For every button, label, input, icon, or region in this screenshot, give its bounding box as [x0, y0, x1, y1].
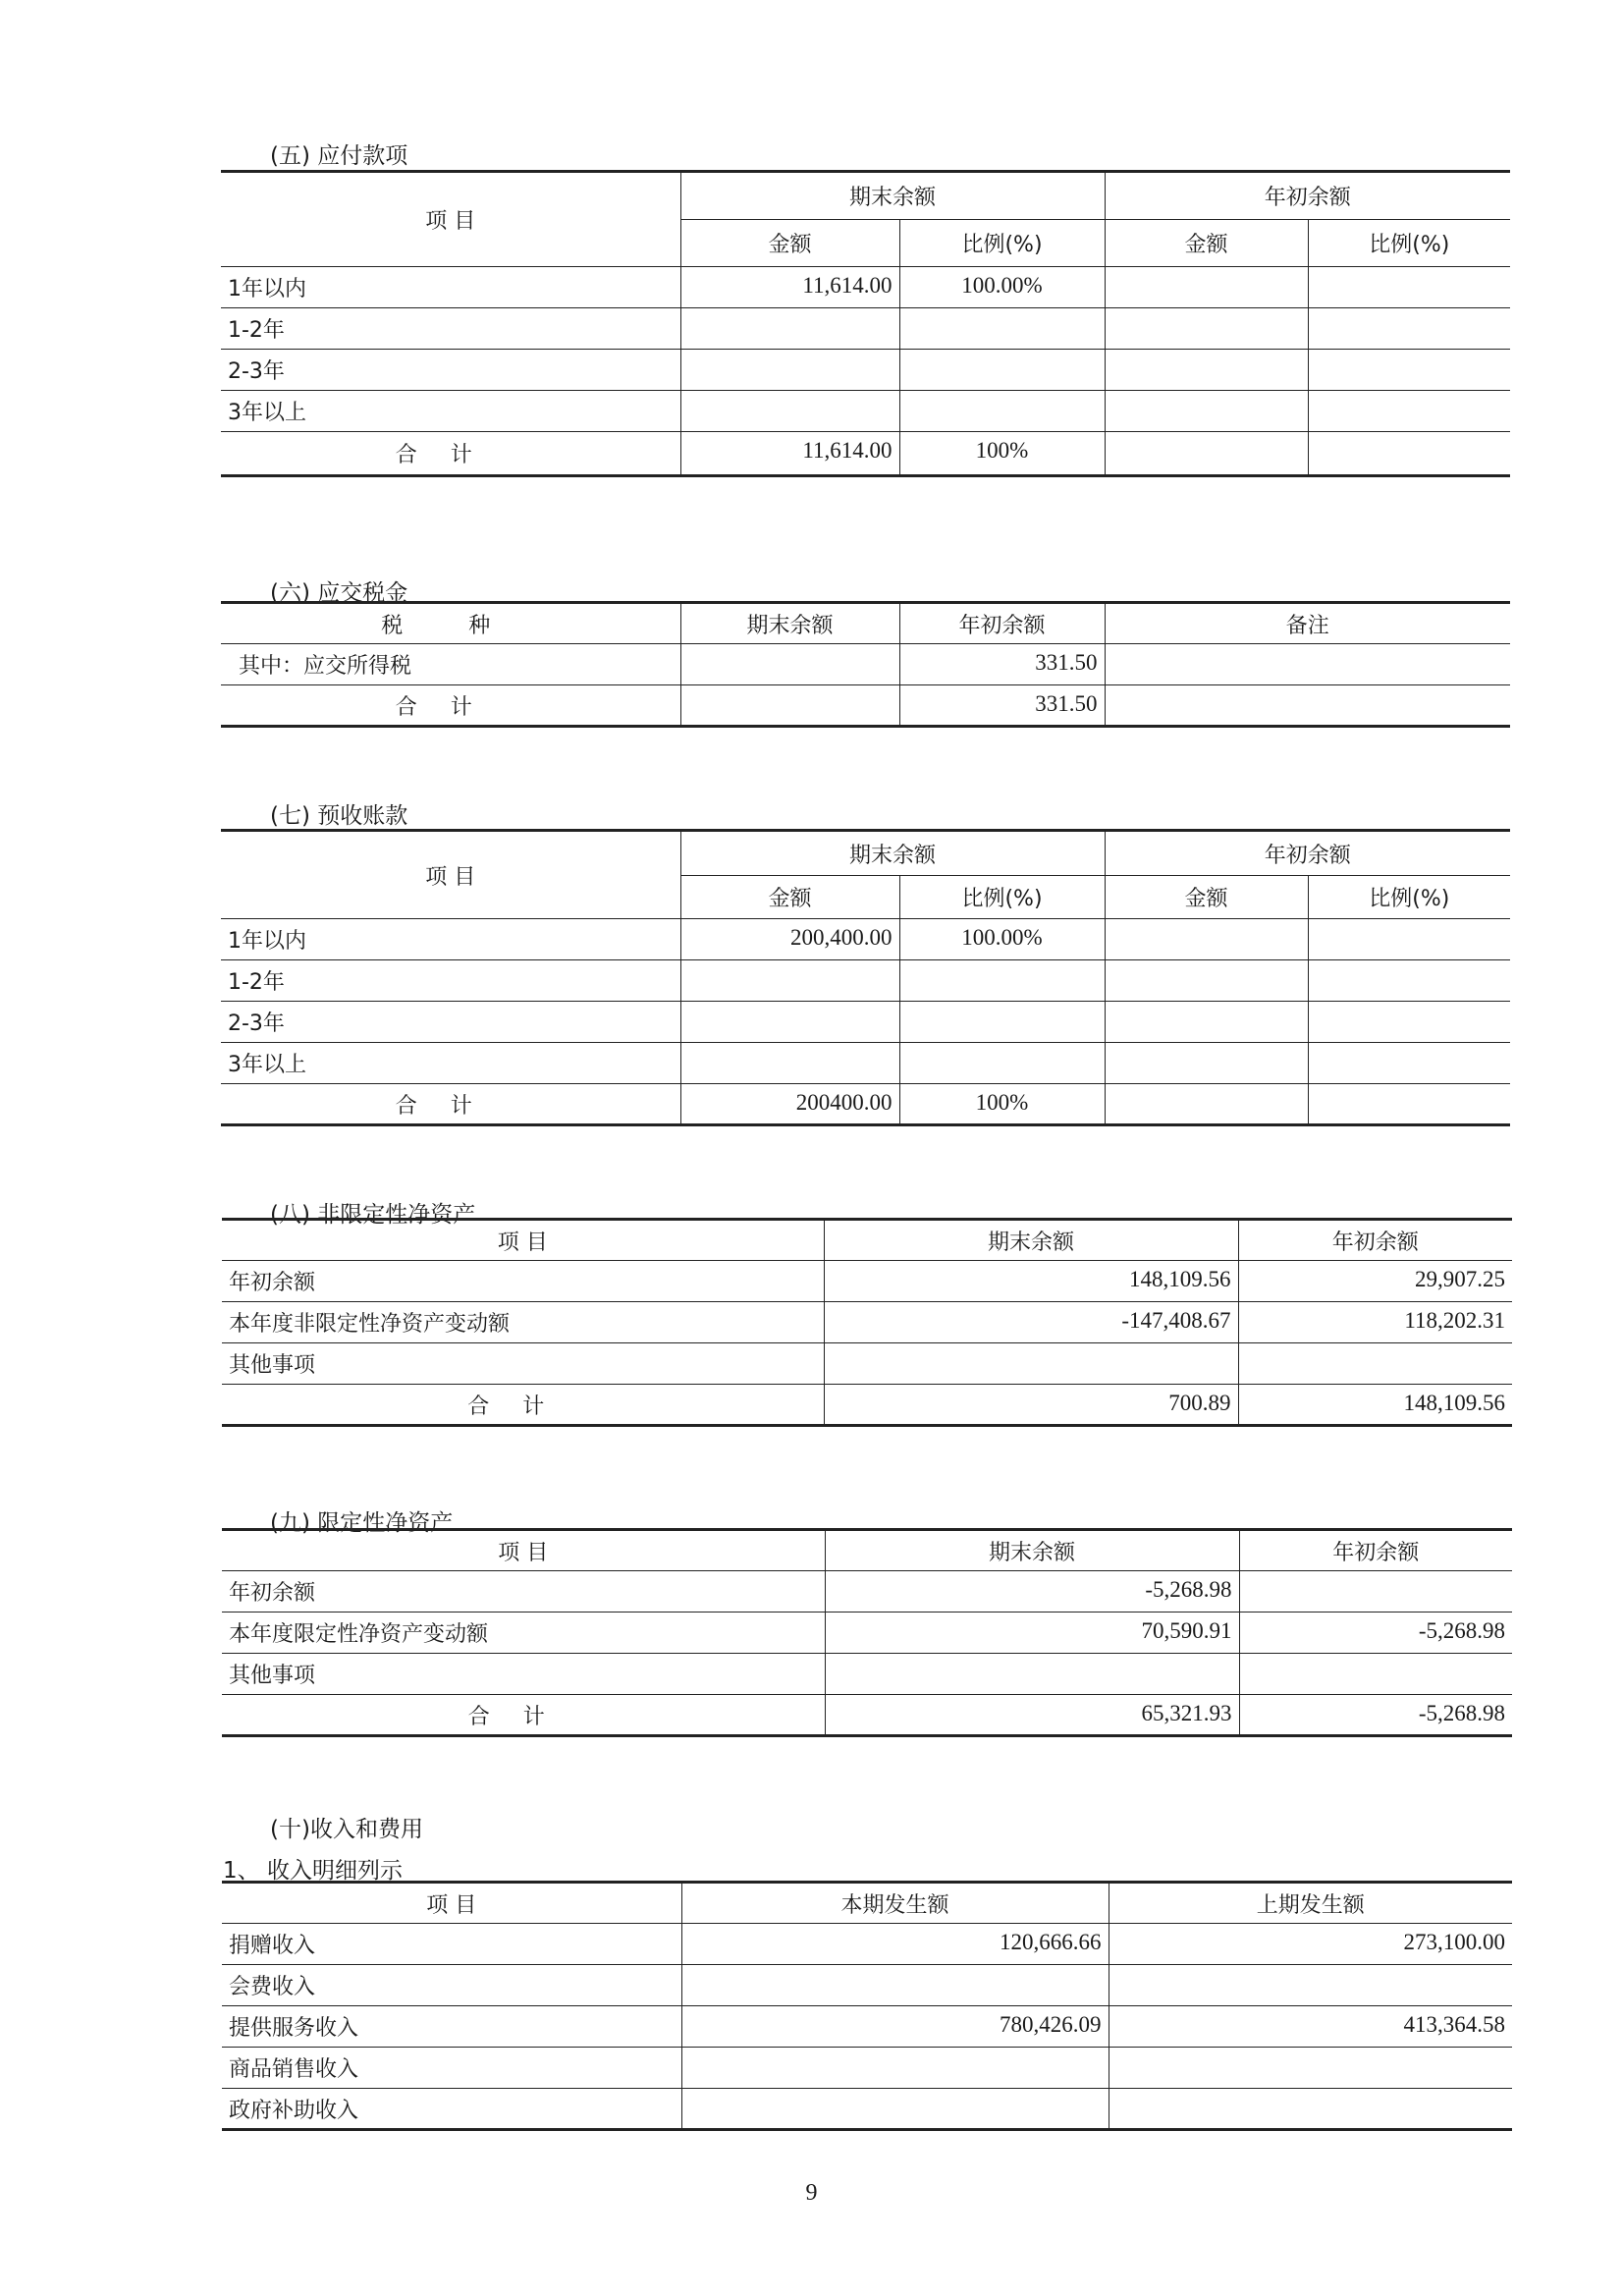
section-title-payables: (五) 应付款项	[270, 143, 408, 169]
total-end-amount: 11,614.00	[680, 432, 899, 476]
begin-ratio	[1308, 267, 1510, 308]
row-label: 1-2年	[221, 308, 680, 350]
advances-table	[221, 829, 1510, 1126]
header-begin-amount: 金额	[1105, 876, 1308, 919]
end-ratio	[899, 960, 1105, 1002]
header-item: 项 目	[221, 172, 680, 267]
end-amount: 70,590.91	[825, 1613, 1239, 1654]
table-row	[222, 2006, 1512, 2048]
total-label: 合计	[221, 432, 680, 476]
header-end-ratio: 比例(%)	[899, 876, 1105, 919]
prior-amount	[1109, 2089, 1512, 2130]
total-label: 合计	[222, 1385, 824, 1426]
total-row	[222, 1695, 1512, 1736]
end-ratio	[899, 350, 1105, 391]
header-end-balance: 期末余额	[824, 1220, 1238, 1261]
begin-ratio	[1308, 1002, 1510, 1043]
total-begin-ratio	[1308, 1084, 1510, 1125]
table-row	[222, 1261, 1512, 1302]
prior-amount: 413,364.58	[1109, 2006, 1512, 2048]
current-amount: 120,666.66	[681, 1924, 1109, 1965]
table-row	[221, 350, 1510, 391]
header-end-amount: 金额	[680, 876, 899, 919]
table-row	[222, 2048, 1512, 2089]
begin-amount: 118,202.31	[1238, 1302, 1512, 1343]
row-label: 商品销售收入	[222, 2048, 681, 2089]
row-label: 2-3年	[221, 1002, 680, 1043]
table-row	[221, 1043, 1510, 1084]
begin-amount: 331.50	[899, 644, 1105, 685]
end-amount	[680, 960, 899, 1002]
table-row	[222, 1571, 1512, 1613]
row-label: 2-3年	[221, 350, 680, 391]
table-row	[221, 960, 1510, 1002]
header-end-balance: 期末余额	[825, 1530, 1239, 1571]
total-row	[221, 685, 1510, 727]
current-amount	[681, 2048, 1109, 2089]
header-begin-balance: 年初余额	[1239, 1530, 1512, 1571]
table-row	[221, 267, 1510, 308]
header-tax-type: 税 种	[221, 603, 680, 644]
taxes-table	[221, 601, 1510, 728]
income-table	[222, 1881, 1512, 2131]
section-subtitle-income-detail: 1、 收入明细列示	[223, 1858, 403, 1884]
table-row	[222, 1965, 1512, 2006]
end-amount	[825, 1654, 1239, 1695]
table-row	[222, 1613, 1512, 1654]
header-item: 项 目	[221, 831, 680, 919]
total-begin-ratio	[1308, 432, 1510, 476]
end-amount: 148,109.56	[824, 1261, 1238, 1302]
table-row	[221, 391, 1510, 432]
begin-ratio	[1308, 350, 1510, 391]
begin-amount	[1105, 308, 1308, 350]
total-begin-amount: -5,268.98	[1239, 1695, 1512, 1736]
total-begin-amount	[1105, 1084, 1308, 1125]
end-amount	[680, 644, 899, 685]
end-amount	[680, 1043, 899, 1084]
begin-amount	[1105, 960, 1308, 1002]
total-label: 合计	[221, 1084, 680, 1125]
table-row	[222, 1654, 1512, 1695]
begin-amount	[1105, 919, 1308, 960]
section-title-restricted: (九) 限定性净资产	[270, 1510, 454, 1536]
total-end-amount	[680, 685, 899, 727]
table-row	[221, 1002, 1510, 1043]
note	[1105, 644, 1510, 685]
row-label: 提供服务收入	[222, 2006, 681, 2048]
row-label: 年初余额	[222, 1571, 825, 1613]
begin-amount: 29,907.25	[1238, 1261, 1512, 1302]
table-row	[222, 1343, 1512, 1385]
begin-amount	[1239, 1571, 1512, 1613]
row-label: 其他事项	[222, 1343, 824, 1385]
row-label: 政府补助收入	[222, 2089, 681, 2130]
header-begin-balance: 年初余额	[1105, 831, 1510, 876]
row-label: 年初余额	[222, 1261, 824, 1302]
row-label: 本年度限定性净资产变动额	[222, 1613, 825, 1654]
header-end-balance: 期末余额	[680, 831, 1105, 876]
total-end-amount: 200400.00	[680, 1084, 899, 1125]
end-amount	[824, 1343, 1238, 1385]
begin-amount	[1239, 1654, 1512, 1695]
prior-amount	[1109, 2048, 1512, 2089]
end-amount	[680, 1002, 899, 1043]
total-end-amount: 65,321.93	[825, 1695, 1239, 1736]
end-ratio: 100.00%	[899, 267, 1105, 308]
table-row	[221, 308, 1510, 350]
table-row	[222, 1924, 1512, 1965]
section-title-unrestricted: (八) 非限定性净资产	[270, 1202, 476, 1228]
header-current-period: 本期发生额	[681, 1883, 1109, 1924]
section-title-taxes: (六) 应交税金	[270, 580, 408, 606]
end-amount: 200,400.00	[680, 919, 899, 960]
begin-ratio	[1308, 391, 1510, 432]
page-number: 9	[805, 2180, 818, 2206]
total-row	[221, 432, 1510, 476]
header-item: 项 目	[222, 1530, 825, 1571]
row-label: 本年度非限定性净资产变动额	[222, 1302, 824, 1343]
end-amount: -5,268.98	[825, 1571, 1239, 1613]
header-end-balance: 期末余额	[680, 172, 1105, 220]
row-label: 捐赠收入	[222, 1924, 681, 1965]
begin-ratio	[1308, 960, 1510, 1002]
end-ratio	[899, 308, 1105, 350]
total-begin-amount: 148,109.56	[1238, 1385, 1512, 1426]
total-row	[221, 1084, 1510, 1125]
prior-amount	[1109, 1965, 1512, 2006]
current-amount	[681, 2089, 1109, 2130]
section-title-advances: (七) 预收账款	[270, 803, 408, 829]
total-end-ratio: 100%	[899, 432, 1105, 476]
end-amount	[680, 391, 899, 432]
total-end-ratio: 100%	[899, 1084, 1105, 1125]
begin-amount	[1238, 1343, 1512, 1385]
header-begin-balance: 年初余额	[1105, 172, 1510, 220]
total-label: 合计	[222, 1695, 825, 1736]
header-begin-balance: 年初余额	[1238, 1220, 1512, 1261]
row-label: 其中：应交所得税	[221, 644, 680, 685]
header-begin-ratio: 比例(%)	[1308, 876, 1510, 919]
end-ratio	[899, 1002, 1105, 1043]
total-note	[1105, 685, 1510, 727]
total-begin-amount	[1105, 432, 1308, 476]
current-amount	[681, 1965, 1109, 2006]
header-end-balance: 期末余额	[680, 603, 899, 644]
begin-amount	[1105, 1002, 1308, 1043]
header-note: 备注	[1105, 603, 1510, 644]
table-row	[221, 919, 1510, 960]
end-ratio: 100.00%	[899, 919, 1105, 960]
row-label: 其他事项	[222, 1654, 825, 1695]
begin-amount	[1105, 267, 1308, 308]
total-label: 合计	[221, 685, 680, 727]
table-row	[222, 2089, 1512, 2130]
prior-amount: 273,100.00	[1109, 1924, 1512, 1965]
end-amount	[680, 308, 899, 350]
restricted-table	[222, 1528, 1512, 1737]
end-ratio	[899, 1043, 1105, 1084]
begin-ratio	[1308, 308, 1510, 350]
begin-amount	[1105, 391, 1308, 432]
total-begin-amount: 331.50	[899, 685, 1105, 727]
unrestricted-table	[222, 1218, 1512, 1427]
header-item: 项 目	[222, 1220, 824, 1261]
row-label: 1年以内	[221, 919, 680, 960]
row-label: 1年以内	[221, 267, 680, 308]
header-prior-period: 上期发生额	[1109, 1883, 1512, 1924]
row-label: 会费收入	[222, 1965, 681, 2006]
header-begin-balance: 年初余额	[899, 603, 1105, 644]
row-label: 1-2年	[221, 960, 680, 1002]
header-end-ratio: 比例(%)	[899, 220, 1105, 267]
end-amount	[680, 350, 899, 391]
current-amount: 780,426.09	[681, 2006, 1109, 2048]
begin-ratio	[1308, 919, 1510, 960]
table-row	[222, 1302, 1512, 1343]
table-row	[221, 644, 1510, 685]
header-begin-amount: 金额	[1105, 220, 1308, 267]
row-label: 3年以上	[221, 391, 680, 432]
end-amount: -147,408.67	[824, 1302, 1238, 1343]
header-item: 项 目	[222, 1883, 681, 1924]
begin-ratio	[1308, 1043, 1510, 1084]
begin-amount: -5,268.98	[1239, 1613, 1512, 1654]
section-title-income: (十)收入和费用	[270, 1817, 423, 1842]
payables-table	[221, 170, 1510, 477]
begin-amount	[1105, 1043, 1308, 1084]
end-ratio	[899, 391, 1105, 432]
total-end-amount: 700.89	[824, 1385, 1238, 1426]
header-begin-ratio: 比例(%)	[1308, 220, 1510, 267]
begin-amount	[1105, 350, 1308, 391]
row-label: 3年以上	[221, 1043, 680, 1084]
header-end-amount: 金额	[680, 220, 899, 267]
end-amount: 11,614.00	[680, 267, 899, 308]
total-row	[222, 1385, 1512, 1426]
